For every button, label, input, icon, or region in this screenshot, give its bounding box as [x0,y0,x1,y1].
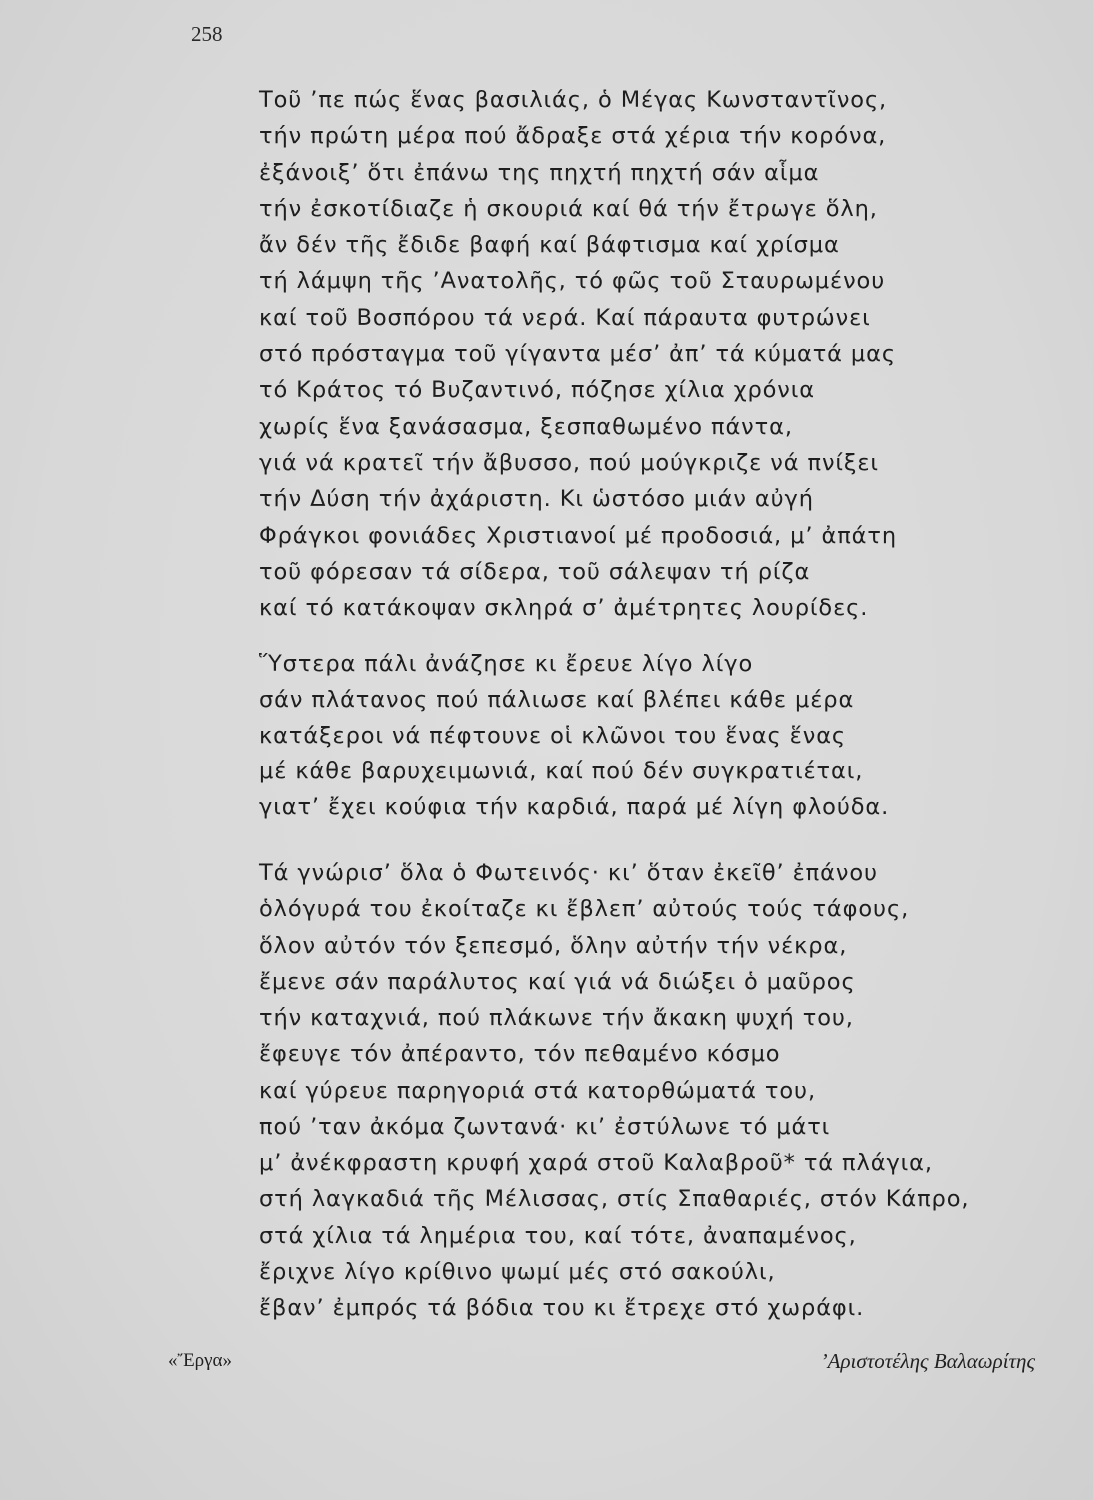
poem-line: στό πρόσταγμα τοῦ γίγαντα μέσ’ ἀπ’ τά κύματά μας [259,341,896,368]
poem-line: τή λάμψη τῆς ’Ανατολῆς, τό φῶς τοῦ Σταυρωμένου [259,268,886,295]
poem-line: Τά γνώρισ’ ὅλα ὁ Φωτεινός· κι’ ὅταν ἐκεῖθ’ ἐπάνου [259,860,878,886]
poem-line: Τοῦ ’πε πώς ἕνας βασιλιάς, ὁ Μέγας Κωνσταντῖνος, [259,87,888,113]
poem-line: καί τοῦ Βοσπόρου τά νερά. Καί πάραυτα φυτρώνει [259,304,871,331]
poem-line: καί γύρευε παρηγοριά στά κατορθώματά του, [259,1077,816,1104]
poem-line: ὁλόγυρά του ἐκοίταζε κι ἔβλεπ’ αὐτούς τούς τάφους, [259,896,910,923]
page-number: 258 [191,22,223,46]
poem-line: τήν πρώτη μέρα πού ἄδραξε στά χέρια τήν κορόνα, [259,123,887,150]
poem-line: ἔμενε σάν παράλυτος καί γιά νά διώξει ὁ μαῦρος [259,968,856,995]
poem-stanza-3 [259,855,969,1326]
poem-line: ἄν δέν τῆς ἔδιδε βαφή καί βάφτισμα καί χρίσμα [259,232,840,259]
poem-line: ἔβαν’ ἐμπρός τά βόδια του κι ἔτρεχε στό χωράφι. [259,1295,865,1321]
poem-line: ὅλον αὐτόν τόν ξεπεσμό, ὅλην αὐτήν τήν νέκρα, [259,932,848,959]
poem-line: ἔριχνε λίγο κρίθινο ψωμί μές στό σακούλι, [259,1258,776,1285]
poem-line: Ὕστερα πάλι ἀνάζησε κι ἔρευε λίγο λίγο [259,651,754,677]
poem-line: Φράγκοι φονιάδες Χριστιανοί μέ προδοσιά, μ’ ἀπάτη [259,522,897,549]
poem-line: πού ’ταν ἀκόμα ζωντανά· κι’ ἐστύλωνε τό μάτι [259,1113,831,1140]
poem-line: στή λαγκαδιά τῆς Μέλισσας, στίς Σπαθαριές, στόν Κάπρο, [259,1186,970,1213]
poem-line: χωρίς ἕνα ξανάσασμα, ξεσπαθωμένο πάντα, [259,413,793,440]
footer-source-title: «Ἔργα» [168,1350,233,1371]
poem-line: τήν Δύση τήν ἀχάριστη. Κι ὡστόσο μιάν αὐγή [259,486,814,513]
poem-line: στά χίλια τά λημέρια του, καί τότε, ἀναπαμένος, [259,1222,857,1249]
poem-line: σάν πλάτανος πού πάλιωσε καί βλέπει κάθε μέρα [259,686,855,713]
poem-line: ἔφευγε τόν ἀπέραντο, τόν πεθαμένο κόσμο [259,1041,781,1068]
poem-line: μέ κάθε βαρυχειμωνιά, καί πού δέν συγκρατιέται, [259,758,864,785]
poem-line: τήν ἐσκοτίδιαζε ἡ σκουριά καί θά τήν ἔτρωγε ὅλη, [259,195,878,222]
poem-stanza-1 [259,82,897,626]
poem-stanza-2 [259,647,889,826]
poem-line: γιά νά κρατεῖ τήν ἄβυσσο, πού μούγκριζε νά πνίξει [259,449,879,476]
poem-line: τήν καταχνιά, πού πλάκωνε τήν ἄκακη ψυχή του, [259,1005,854,1031]
poem-line: καί τό κατάκοψαν σκληρά σ’ ἀμέτρητες λουρίδες. [259,595,869,622]
poem-line: μ’ ἀνέκφραστη κρυφή χαρά στοῦ Καλαβροῦ* τά πλάγια, [259,1150,933,1176]
poem-line: τοῦ φόρεσαν τά σίδερα, τοῦ σάλεψαν τή ρίζα [259,558,811,585]
footer-author-name: ’Αριστοτέλης Βαλαωρίτης [820,1349,1035,1373]
poem-line: ἐξάνοιξ’ ὅτι ἐπάνω της πηχτή πηχτή σάν αἷμα [259,159,820,186]
poem-line: κατάξεροι νά πέφτουνε οἱ κλῶνοι του ἕνας ἕνας [259,722,847,749]
poem-line: γιατ’ ἔχει κούφια τήν καρδιά, παρά μέ λίγη φλούδα. [259,794,890,821]
poem-line: τό Κράτος τό Βυζαντινό, πόζησε χίλια χρόνια [259,377,816,404]
